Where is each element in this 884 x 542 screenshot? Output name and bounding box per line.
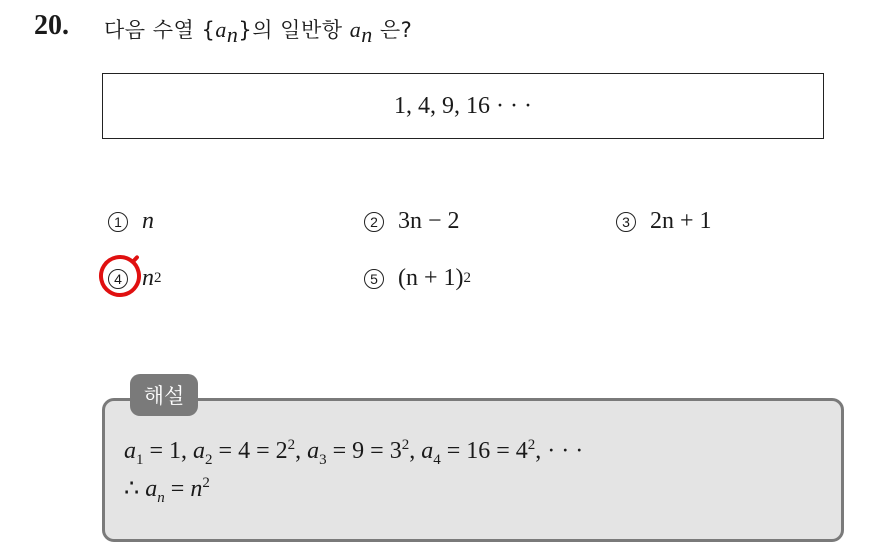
math-token: = 16 = 4 [440,438,528,464]
choice-marker: 1 [108,212,128,232]
math-token: a [124,438,136,464]
choice-marker: 3 [616,212,636,232]
choice-expression: (n + 1) [398,265,464,291]
math-token: , [409,438,422,464]
choice-expression: 2n + 1 [650,208,712,234]
choice-marker: 2 [364,212,384,232]
choice-exponent: 2 [463,270,472,286]
math-token: n [190,476,203,502]
choice-marker: 4 [108,269,128,289]
math-token: 2 [527,437,536,453]
question-text-before: 다음 수열 { [104,18,216,42]
math-token: 2 [202,475,210,491]
question-var-n2: n [361,22,373,48]
math-token: 2 [401,437,410,453]
question-text [104,14,412,48]
math-token: a [421,438,434,464]
math-token: = 9 = 3 [326,438,402,464]
solution-label: 해설 [130,374,198,416]
choice-3[interactable] [616,208,712,235]
math-token: = 4 = 2 [212,438,288,464]
math-token: a [145,476,158,502]
math-token: 1 [136,451,144,468]
choice-exponent: 2 [154,270,162,286]
math-token: a [193,438,206,464]
math-token: n [157,489,165,506]
math-token: ∴ [124,476,146,502]
math-token: a [307,438,320,464]
choice-5[interactable] [364,265,471,292]
choice-1[interactable] [108,208,154,235]
solution-line-2 [124,474,210,507]
question-text-mid: }의 일반항 [238,18,350,42]
question-var-a2: a [349,17,362,42]
question-var-n: n [226,22,239,48]
math-token: , [295,438,308,464]
choice-expression: n [142,265,154,291]
solution-line-1 [124,437,583,469]
math-token: , · · · [535,438,584,464]
answer-mark-circle [95,251,145,301]
math-token: = 1, [143,438,194,464]
sequence-text: 1, 4, 9, 16 · · · [394,92,532,119]
question-number: 20. [34,10,69,41]
sequence-box [102,73,824,139]
question-var-a: a [215,17,227,42]
choice-2[interactable] [364,208,460,235]
question-text-after: 은? [372,18,413,42]
choice-expression: 3n − 2 [398,208,460,234]
math-token: 2 [205,451,213,468]
math-token: 3 [319,451,327,468]
math-token: = [164,476,191,502]
math-token: 2 [287,437,296,453]
solution-box [102,398,844,542]
choice-expression: n [142,208,154,234]
math-token: 4 [433,451,441,468]
choice-marker: 5 [364,269,384,289]
